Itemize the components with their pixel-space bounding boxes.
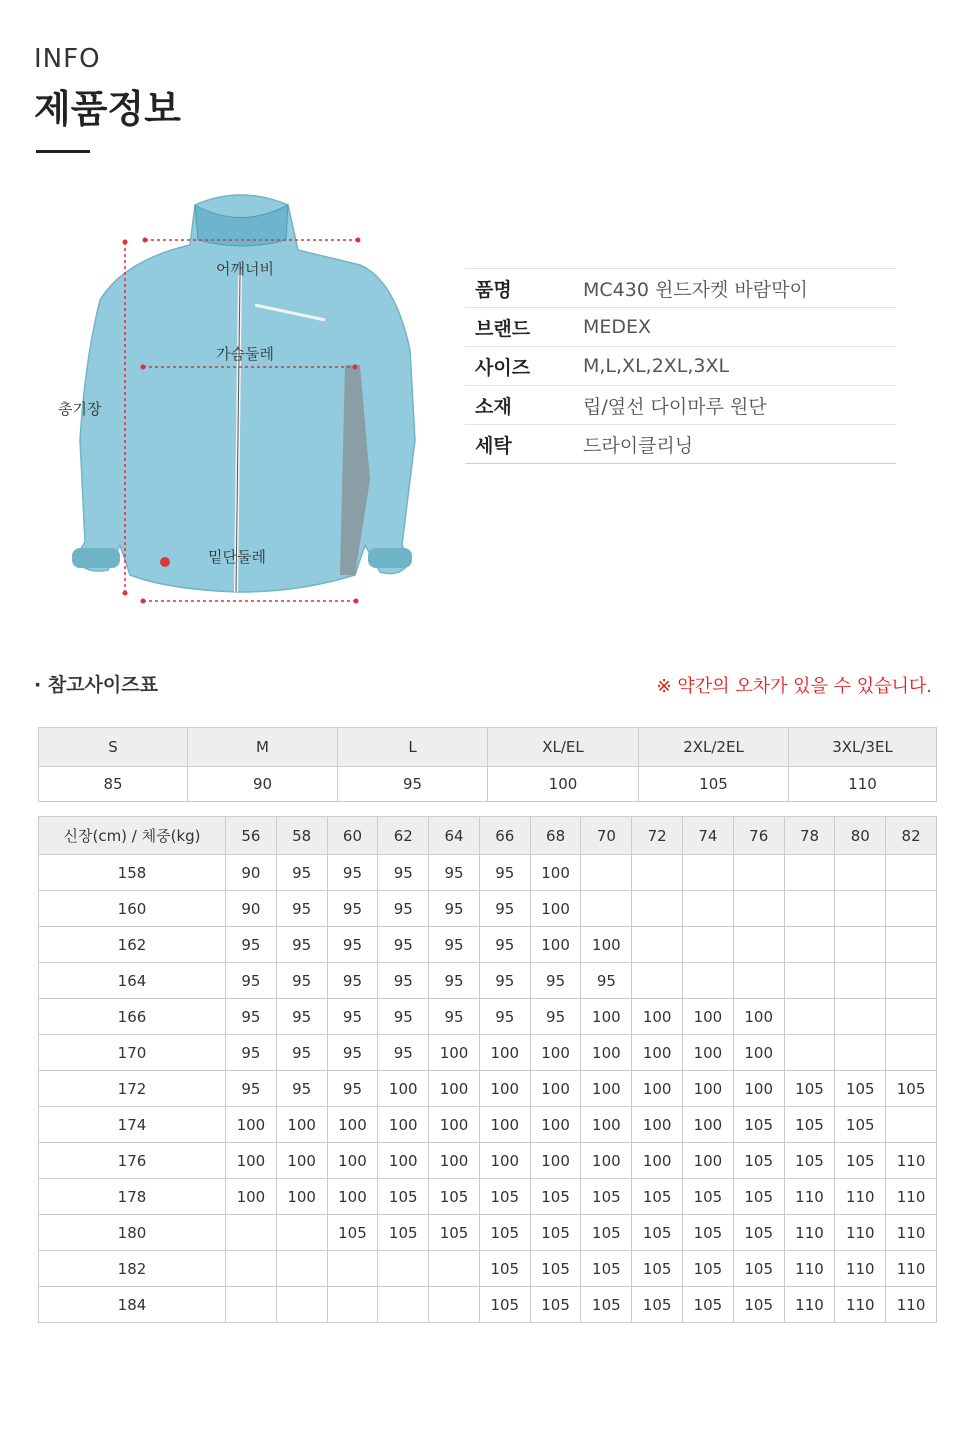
spec-key: 품명 <box>465 269 583 308</box>
size-cell <box>784 891 835 927</box>
size-cell: 105 <box>632 1287 683 1323</box>
size-cell <box>683 855 734 891</box>
size-cell: 95 <box>276 999 327 1035</box>
size-cell: 105 <box>835 1071 886 1107</box>
size-cell: 100 <box>530 1107 581 1143</box>
size-cell: 100 <box>632 1143 683 1179</box>
size-cell <box>429 1287 480 1323</box>
size-cell: 100 <box>479 1071 530 1107</box>
size-cell <box>581 891 632 927</box>
size-value-row <box>39 767 937 802</box>
size-cell: 100 <box>581 1035 632 1071</box>
size-cell: 95 <box>276 1035 327 1071</box>
size-cell: 100 <box>429 1107 480 1143</box>
spec-row-wash <box>465 425 896 464</box>
size-cell: 110 <box>886 1287 937 1323</box>
size-cell: 95 <box>327 891 378 927</box>
size-cell: 105 <box>530 1179 581 1215</box>
size-cell: 95 <box>429 963 480 999</box>
height-label: 160 <box>39 891 226 927</box>
size-cell: 105 <box>581 1179 632 1215</box>
size-cell: 105 <box>733 1179 784 1215</box>
height-label: 158 <box>39 855 226 891</box>
size-cell: 100 <box>226 1107 277 1143</box>
size-header: M <box>188 728 338 767</box>
size-cell <box>886 855 937 891</box>
size-cell: 100 <box>378 1143 429 1179</box>
size-header: S <box>39 728 188 767</box>
size-cell: 100 <box>530 855 581 891</box>
size-cell <box>632 963 683 999</box>
size-value: 105 <box>639 767 789 802</box>
size-cell: 95 <box>327 999 378 1035</box>
size-cell: 100 <box>378 1071 429 1107</box>
hem-label: 밑단둘레 <box>208 548 266 566</box>
size-cell: 95 <box>327 1035 378 1071</box>
size-cell: 105 <box>479 1287 530 1323</box>
size-cell <box>835 891 886 927</box>
size-cell: 105 <box>632 1251 683 1287</box>
size-header: 3XL/3EL <box>789 728 937 767</box>
page-title: 제품정보 <box>34 87 181 131</box>
size-cell: 105 <box>632 1215 683 1251</box>
size-cell: 90 <box>226 891 277 927</box>
size-cell <box>733 927 784 963</box>
size-cell: 105 <box>429 1215 480 1251</box>
size-cell: 105 <box>784 1143 835 1179</box>
size-cell <box>886 927 937 963</box>
size-cell: 105 <box>429 1179 480 1215</box>
size-cell: 100 <box>581 1107 632 1143</box>
size-cell: 100 <box>327 1107 378 1143</box>
height-label: 176 <box>39 1143 226 1179</box>
height-label: 162 <box>39 927 226 963</box>
table-row <box>39 1179 937 1215</box>
size-cell <box>632 891 683 927</box>
total-length-label: 총기장 <box>58 400 102 418</box>
size-cell: 100 <box>632 1107 683 1143</box>
size-cell: 100 <box>276 1179 327 1215</box>
size-cell <box>632 855 683 891</box>
size-cell <box>632 927 683 963</box>
size-cell: 100 <box>581 999 632 1035</box>
size-cell: 90 <box>226 855 277 891</box>
size-value: 85 <box>39 767 188 802</box>
size-cell <box>733 963 784 999</box>
spec-value: MC430 윈드자켓 바람막이 <box>583 269 896 308</box>
weight-header: 58 <box>276 817 327 855</box>
height-label: 166 <box>39 999 226 1035</box>
weight-header: 60 <box>327 817 378 855</box>
table-row <box>39 855 937 891</box>
table-row <box>39 1107 937 1143</box>
size-cell: 100 <box>683 999 734 1035</box>
size-cell <box>886 1107 937 1143</box>
size-cell: 100 <box>276 1143 327 1179</box>
size-cell: 110 <box>835 1179 886 1215</box>
size-cell: 95 <box>327 855 378 891</box>
height-label: 170 <box>39 1035 226 1071</box>
table-row <box>39 891 937 927</box>
size-cell: 105 <box>683 1179 734 1215</box>
spec-key: 브랜드 <box>465 308 583 347</box>
size-cell: 95 <box>479 891 530 927</box>
size-cell <box>886 963 937 999</box>
size-cell <box>886 999 937 1035</box>
size-cell: 100 <box>479 1035 530 1071</box>
spec-value: M,L,XL,2XL,3XL <box>583 347 896 386</box>
chart-corner-label: 신장(cm) / 체중(kg) <box>39 817 226 855</box>
size-cell: 105 <box>733 1251 784 1287</box>
size-cell: 95 <box>378 1035 429 1071</box>
size-cell: 110 <box>784 1215 835 1251</box>
size-cell: 100 <box>683 1035 734 1071</box>
size-cell: 100 <box>530 891 581 927</box>
size-cell <box>378 1287 429 1323</box>
chart-header-row <box>39 817 937 855</box>
size-cell: 110 <box>886 1215 937 1251</box>
size-cell: 105 <box>378 1215 429 1251</box>
info-label: INFO <box>34 44 101 74</box>
size-cell: 100 <box>632 1071 683 1107</box>
size-cell: 110 <box>784 1179 835 1215</box>
size-cell <box>581 855 632 891</box>
table-row <box>39 999 937 1035</box>
size-cell: 100 <box>733 1035 784 1071</box>
height-label: 178 <box>39 1179 226 1215</box>
table-row <box>39 1251 937 1287</box>
size-cell: 100 <box>479 1107 530 1143</box>
size-cell: 100 <box>581 927 632 963</box>
size-cell <box>835 855 886 891</box>
weight-header: 66 <box>479 817 530 855</box>
size-cell: 95 <box>226 927 277 963</box>
size-cell: 105 <box>733 1287 784 1323</box>
size-cell <box>886 1035 937 1071</box>
size-cell: 110 <box>886 1251 937 1287</box>
size-cell: 95 <box>276 891 327 927</box>
size-cell <box>784 855 835 891</box>
size-cell: 105 <box>683 1215 734 1251</box>
spec-value: 드라이클리닝 <box>583 425 896 464</box>
size-cell: 110 <box>835 1251 886 1287</box>
table-row <box>39 1215 937 1251</box>
size-header: XL/EL <box>488 728 639 767</box>
size-cell: 95 <box>327 927 378 963</box>
size-value: 110 <box>789 767 937 802</box>
size-cell <box>429 1251 480 1287</box>
size-cell: 100 <box>226 1143 277 1179</box>
size-cell: 105 <box>886 1071 937 1107</box>
size-cell: 105 <box>530 1251 581 1287</box>
size-cell: 95 <box>429 855 480 891</box>
height-weight-size-chart <box>38 816 937 1323</box>
height-label: 184 <box>39 1287 226 1323</box>
height-label: 182 <box>39 1251 226 1287</box>
left-cuff <box>72 548 120 568</box>
size-cell <box>835 999 886 1035</box>
size-cell: 105 <box>835 1107 886 1143</box>
size-cell: 95 <box>327 963 378 999</box>
table-row <box>39 927 937 963</box>
weight-header: 82 <box>886 817 937 855</box>
weight-header: 70 <box>581 817 632 855</box>
weight-header: 56 <box>226 817 277 855</box>
height-label: 164 <box>39 963 226 999</box>
size-cell <box>276 1215 327 1251</box>
weight-header: 76 <box>733 817 784 855</box>
height-label: 172 <box>39 1071 226 1107</box>
size-cell: 95 <box>530 963 581 999</box>
size-cell: 95 <box>226 963 277 999</box>
size-cell: 105 <box>733 1215 784 1251</box>
size-cell: 105 <box>581 1251 632 1287</box>
size-cell <box>276 1287 327 1323</box>
spec-row-brand <box>465 308 896 347</box>
size-cell: 100 <box>276 1107 327 1143</box>
size-cell: 100 <box>530 1143 581 1179</box>
size-cell: 105 <box>581 1287 632 1323</box>
product-spec-table <box>465 268 896 464</box>
size-value: 100 <box>488 767 639 802</box>
size-cell: 105 <box>479 1179 530 1215</box>
right-cuff <box>368 548 412 568</box>
size-cell: 95 <box>378 963 429 999</box>
size-cell: 100 <box>581 1071 632 1107</box>
size-cell <box>378 1251 429 1287</box>
size-cell: 100 <box>683 1071 734 1107</box>
size-cell: 110 <box>784 1287 835 1323</box>
weight-header: 72 <box>632 817 683 855</box>
size-cell: 95 <box>581 963 632 999</box>
size-cell: 95 <box>429 891 480 927</box>
size-cell: 105 <box>378 1179 429 1215</box>
size-cell: 95 <box>479 927 530 963</box>
size-cell <box>835 963 886 999</box>
size-cell: 95 <box>479 963 530 999</box>
size-mapping-table <box>38 727 937 802</box>
size-cell: 105 <box>530 1287 581 1323</box>
spec-value: MEDEX <box>583 308 896 347</box>
size-cell <box>276 1251 327 1287</box>
size-cell <box>784 999 835 1035</box>
size-cell: 105 <box>683 1287 734 1323</box>
size-header: L <box>338 728 488 767</box>
size-cell: 105 <box>784 1071 835 1107</box>
size-value: 90 <box>188 767 338 802</box>
size-cell <box>226 1287 277 1323</box>
size-cell: 110 <box>835 1287 886 1323</box>
size-cell: 95 <box>226 1071 277 1107</box>
size-cell <box>784 1035 835 1071</box>
size-cell: 105 <box>479 1251 530 1287</box>
jacket-measurement-diagram <box>50 180 450 620</box>
size-disclaimer: ※ 약간의 오차가 있을 수 있습니다. <box>656 676 932 697</box>
size-cell <box>327 1251 378 1287</box>
size-cell: 110 <box>886 1143 937 1179</box>
size-cell: 100 <box>683 1107 734 1143</box>
size-cell: 95 <box>276 963 327 999</box>
size-cell: 95 <box>429 999 480 1035</box>
size-cell: 95 <box>378 855 429 891</box>
table-row <box>39 1287 937 1323</box>
weight-header: 62 <box>378 817 429 855</box>
size-cell: 100 <box>733 1071 784 1107</box>
size-cell: 105 <box>581 1215 632 1251</box>
size-cell <box>683 891 734 927</box>
size-cell <box>226 1215 277 1251</box>
size-cell <box>835 927 886 963</box>
size-cell: 95 <box>327 1071 378 1107</box>
size-cell: 95 <box>276 855 327 891</box>
height-label: 174 <box>39 1107 226 1143</box>
logo-badge <box>160 557 170 567</box>
spec-row-name <box>465 269 896 308</box>
height-label: 180 <box>39 1215 226 1251</box>
size-cell <box>733 891 784 927</box>
size-cell: 95 <box>378 927 429 963</box>
size-cell: 100 <box>632 999 683 1035</box>
table-row <box>39 963 937 999</box>
spec-key: 사이즈 <box>465 347 583 386</box>
size-cell: 105 <box>530 1215 581 1251</box>
jacket-body <box>75 195 415 592</box>
size-header: 2XL/2EL <box>639 728 789 767</box>
size-cell: 100 <box>378 1107 429 1143</box>
size-cell: 100 <box>581 1143 632 1179</box>
size-cell: 100 <box>327 1179 378 1215</box>
size-cell: 105 <box>835 1143 886 1179</box>
size-cell: 105 <box>784 1107 835 1143</box>
spec-row-size <box>465 347 896 386</box>
size-cell: 110 <box>835 1215 886 1251</box>
weight-header: 68 <box>530 817 581 855</box>
table-row <box>39 1071 937 1107</box>
weight-header: 78 <box>784 817 835 855</box>
size-cell <box>886 891 937 927</box>
size-cell: 100 <box>530 927 581 963</box>
weight-header: 74 <box>683 817 734 855</box>
size-cell: 110 <box>784 1251 835 1287</box>
size-cell <box>683 963 734 999</box>
size-cell: 100 <box>530 1071 581 1107</box>
size-cell: 95 <box>479 999 530 1035</box>
size-cell: 95 <box>226 999 277 1035</box>
size-header-row <box>39 728 937 767</box>
spec-row-material <box>465 386 896 425</box>
size-cell: 100 <box>733 999 784 1035</box>
size-cell: 105 <box>683 1251 734 1287</box>
size-cell: 95 <box>530 999 581 1035</box>
size-cell <box>784 927 835 963</box>
title-divider <box>36 150 90 153</box>
size-cell <box>226 1251 277 1287</box>
size-cell: 95 <box>378 891 429 927</box>
size-value: 95 <box>338 767 488 802</box>
size-cell: 105 <box>479 1215 530 1251</box>
size-cell: 95 <box>378 999 429 1035</box>
chest-label: 가슴둘레 <box>216 345 274 363</box>
size-cell: 105 <box>632 1179 683 1215</box>
table-row <box>39 1143 937 1179</box>
size-cell: 100 <box>429 1071 480 1107</box>
size-cell <box>733 855 784 891</box>
shoulder-width-label: 어깨너비 <box>216 260 274 278</box>
spec-key: 세탁 <box>465 425 583 464</box>
size-cell: 100 <box>429 1143 480 1179</box>
size-cell: 95 <box>276 1071 327 1107</box>
weight-header: 64 <box>429 817 480 855</box>
spec-key: 소재 <box>465 386 583 425</box>
size-cell <box>835 1035 886 1071</box>
size-cell: 100 <box>429 1035 480 1071</box>
spec-value: 립/옆선 다이마루 원단 <box>583 386 896 425</box>
size-cell: 105 <box>733 1143 784 1179</box>
size-cell: 110 <box>886 1179 937 1215</box>
size-cell: 95 <box>276 927 327 963</box>
size-cell: 100 <box>683 1143 734 1179</box>
size-chart-heading: · 참고사이즈표 <box>34 674 158 696</box>
size-cell: 95 <box>226 1035 277 1071</box>
size-cell <box>327 1287 378 1323</box>
size-cell: 100 <box>530 1035 581 1071</box>
size-cell: 95 <box>479 855 530 891</box>
table-row <box>39 1035 937 1071</box>
size-cell: 100 <box>226 1179 277 1215</box>
size-cell: 95 <box>429 927 480 963</box>
size-cell <box>683 927 734 963</box>
size-cell: 100 <box>327 1143 378 1179</box>
size-cell: 100 <box>632 1035 683 1071</box>
size-cell: 105 <box>733 1107 784 1143</box>
size-cell: 100 <box>479 1143 530 1179</box>
weight-header: 80 <box>835 817 886 855</box>
size-cell: 105 <box>327 1215 378 1251</box>
size-cell <box>784 963 835 999</box>
